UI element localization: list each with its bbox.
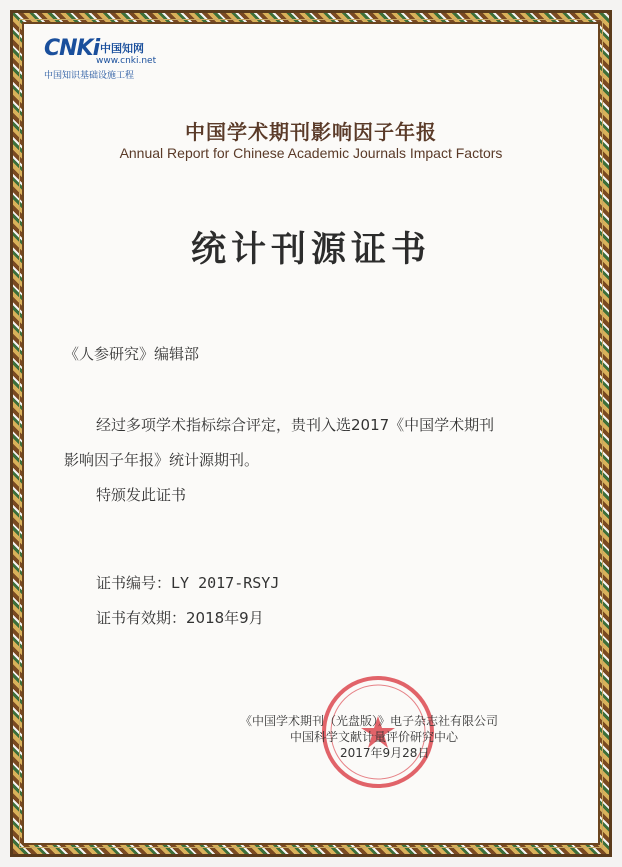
certificate-validity: 证书有效期：2018年9月	[96, 609, 264, 627]
recipient: 《人参研究》编辑部	[64, 345, 200, 363]
body-line-1: 经过多项学术指标综合评定，贵刊入选2017《中国学术期刊	[96, 416, 495, 434]
body-line-3: 特颁发此证书	[96, 486, 187, 504]
logo-subtitle: 中国知识基础设施工程	[44, 71, 135, 81]
cnki-logo	[40, 36, 170, 84]
body-line-2: 影响因子年报》统计源期刊。	[64, 451, 260, 469]
issue-date: 2017年9月28日	[340, 746, 430, 760]
certificate-heading: 统计刊源证书	[190, 230, 431, 270]
report-title-en: Annual Report for Chinese Academic Journals Impact Factors	[119, 145, 503, 161]
certificate-number: 证书编号：LY 2017-RSYJ	[96, 574, 280, 592]
issuer-line-1: 《中国学术期刊（光盘版）》电子杂志社有限公司	[240, 714, 499, 728]
report-title-cn: 中国学术期刊影响因子年报	[185, 120, 437, 144]
issuer-line-2: 中国科学文献计量评价研究中心	[290, 730, 459, 744]
logo-brand: CNKi	[44, 36, 100, 61]
logo-url: www.cnki.net	[96, 56, 157, 66]
logo-cn-name: 中国知网	[100, 42, 144, 55]
